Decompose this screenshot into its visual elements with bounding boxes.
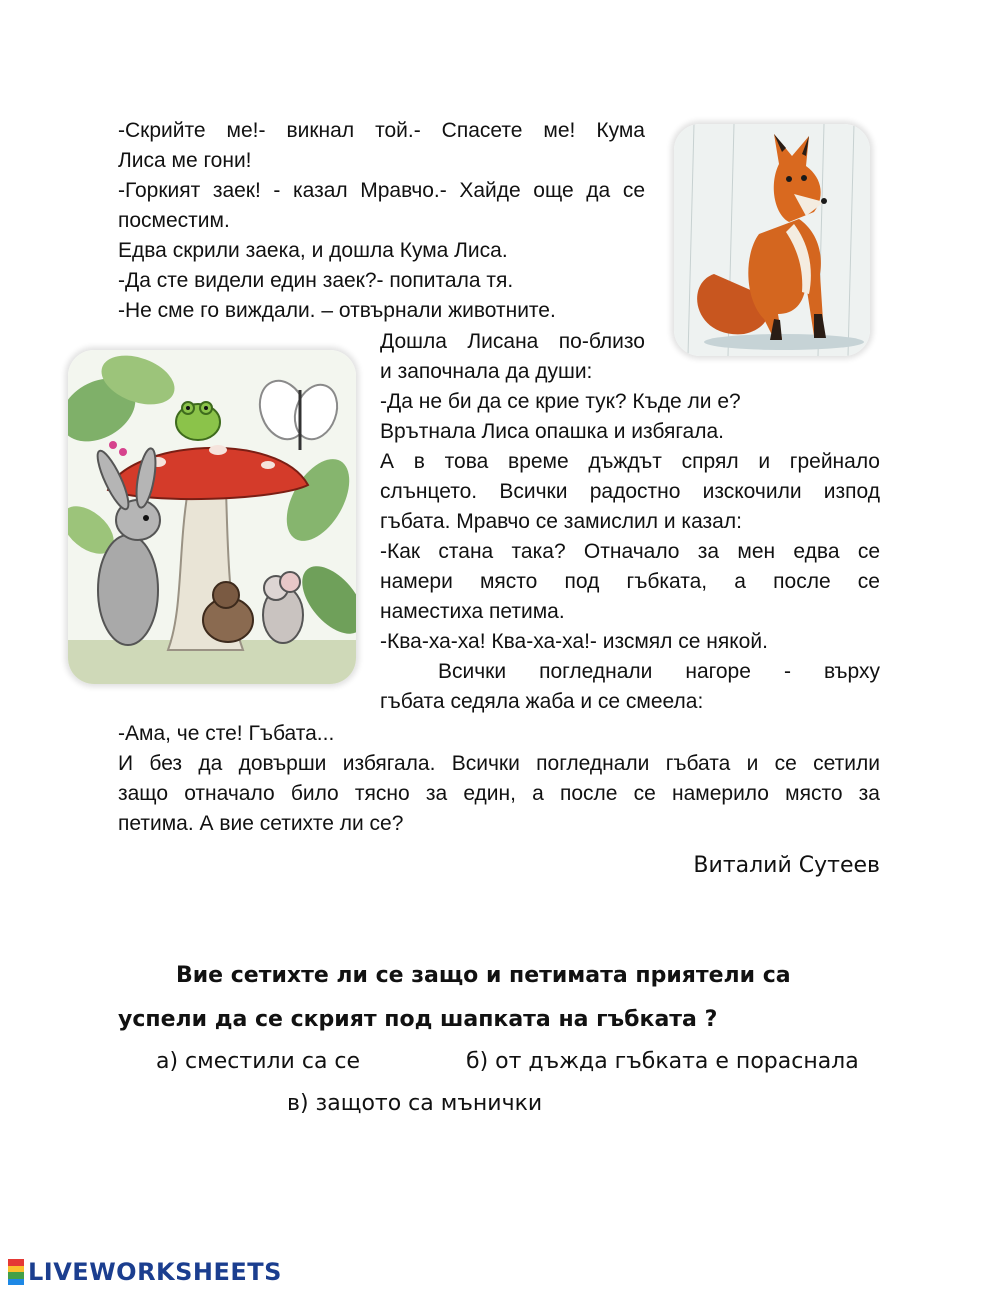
- story-line: и започнала да души:: [380, 360, 593, 383]
- story-line: -Скрийте ме!- викнал той.- Спасете ме! Кума: [118, 119, 645, 142]
- story-author: Виталий Сутеев: [693, 853, 880, 878]
- story-line: -Да не би да се крие тук? Къде ли е?: [380, 390, 741, 413]
- question-line-1: Вие сетихте ли се защо и петимата приятели са: [176, 963, 791, 988]
- story-line: -Как стана така? Отначало за мен едва се: [380, 540, 880, 563]
- story-line: И без да довърши избягала. Всички погледнали гъбата и се сетили: [118, 752, 880, 775]
- story-line: намери място под гъбката, а после се: [380, 570, 880, 593]
- story-line: слънцето. Всички радостно изскочили изпод: [380, 480, 880, 503]
- question-line-2: успели да се скрият под шапката на гъбката ?: [118, 1007, 718, 1032]
- story-line: защо отначало било тясно за един, а после се намерило място за: [118, 782, 880, 805]
- story-line: гъбата. Мравчо се замислил и казал:: [380, 510, 742, 533]
- fox-illustration: [674, 124, 870, 356]
- story-line: -Не сме го виждали. – отвърнали животните.: [118, 299, 556, 322]
- answer-option-b[interactable]: б) от дъжда гъбката е пораснала: [466, 1049, 859, 1074]
- logo-color-icon: [8, 1259, 24, 1285]
- story-line: Лиса ме гони!: [118, 149, 252, 172]
- story-line: А в това време дъждът спрял и грейнало: [380, 450, 880, 473]
- story-line: гъбата седяла жаба и се смеела:: [380, 690, 704, 713]
- story-line: -Ама, че сте! Гъбата...: [118, 722, 335, 745]
- story-line: -Ква-ха-ха! Ква-ха-ха!- изсмял се някой.: [380, 630, 768, 653]
- story-line: -Да сте видели един заек?- попитала тя.: [118, 269, 514, 292]
- story-line: Дошла Лисана по-близо: [380, 330, 645, 353]
- logo-text: LIVEWORKSHEETS: [28, 1258, 282, 1286]
- story-line: наместиха петима.: [380, 600, 565, 623]
- liveworksheets-logo[interactable]: [8, 1258, 282, 1286]
- story-line: петима. А вие сетихте ли се?: [118, 812, 404, 835]
- story-line: Едва скрили заека, и дошла Кума Лиса.: [118, 239, 508, 262]
- answer-option-c[interactable]: в) защото са мънички: [287, 1091, 543, 1116]
- answer-option-a[interactable]: а) сместили са се: [156, 1049, 361, 1074]
- story-line: Врътнала Лиса опашка и избягала.: [380, 420, 725, 443]
- story-line: -Горкият заек! - казал Мравчо.- Хайде още да се: [118, 179, 645, 202]
- mushroom-animals-illustration: [68, 350, 356, 684]
- story-line: Всички погледнали нагоре - върху: [438, 660, 880, 683]
- story-line: посместим.: [118, 209, 230, 232]
